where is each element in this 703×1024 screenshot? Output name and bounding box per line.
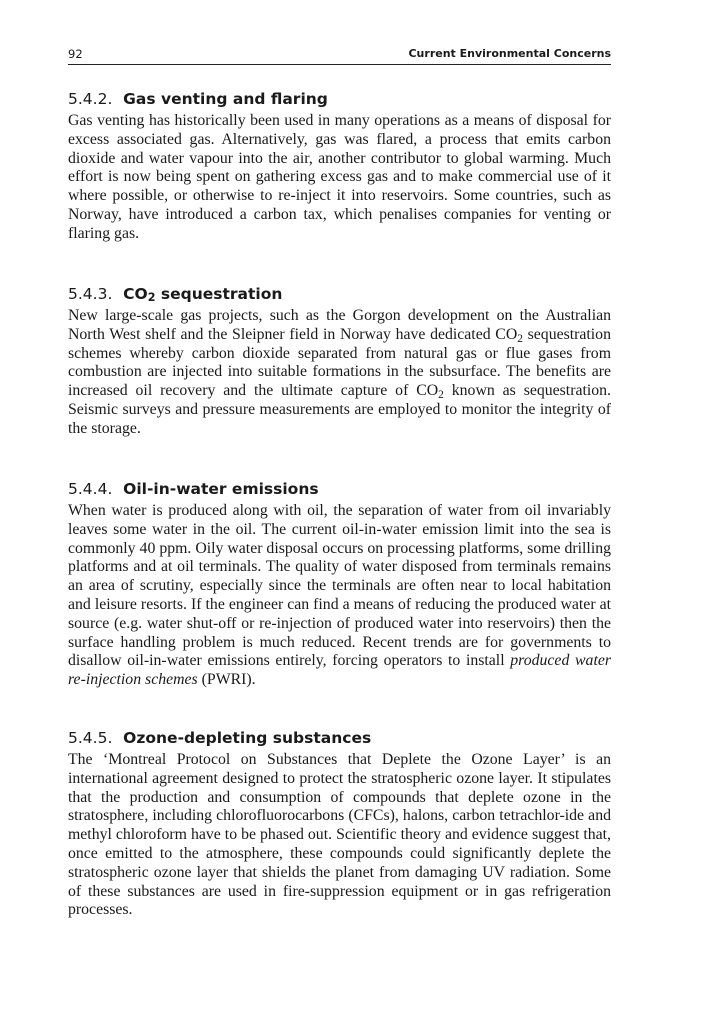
section-heading xyxy=(68,285,611,303)
section-co2-sequestration xyxy=(68,285,611,439)
section-title: Oil-in-water emissions xyxy=(123,480,319,498)
section-body: Gas venting has historically been used in many operations as a means of disposal for excess associated gas. Alternatively, gas was flared, a process that emits carbon dioxide and water vapour into the air, another contributor to global warming. Much effort is now being spent on gathering excess gas and to make commercial use of it where possible, or otherwise to re-inject it into reservoirs. Some countries, such as Norway, have introduced a carbon tax, which penalises companies for venting or flaring gas. xyxy=(68,112,611,242)
section-title: Ozone-depleting substances xyxy=(123,729,372,747)
section-title-rest: sequestration xyxy=(155,285,283,303)
section-oil-in-water xyxy=(68,480,611,690)
body-part-2: sequestration schemes whereby carbon dioxide separated from natural gas or flue gases from combustion are injected into suitable formations in the subsurface. The benefits are increased oil recovery and the ultimate capture of CO xyxy=(68,325,611,400)
body-part-1: New large-scale gas projects, such as the Gorgon development on the Australian North West shelf and the Sleipner field in Norway have dedicated CO xyxy=(68,307,611,343)
body-italic-term: produced water re-injection schemes xyxy=(68,652,611,689)
section-number: 5.4.5. xyxy=(68,729,113,747)
section-title-main: CO xyxy=(123,285,148,303)
section-heading xyxy=(68,729,611,747)
section-number: 5.4.4. xyxy=(68,480,113,498)
body-part-1: When water is produced along with oil, the separation of water from oil invariably leaves some water in the oil. The current oil-in-water emission limit into the sea is commonly 40 ppm. Oily water disposal occurs on processing platforms, some drilling platforms and at oil terminals. The quality of water disposed from terminals remains an area of scrutiny, especially since the terminals are often near to local habitation and leisure resorts. If the engineer can find a means of reducing the produced water at source (e.g. water shut-off or re-injection of produced water into reservoirs) then the surface handling problem is much reduced. Recent trends are for governments to disallow oil-in-water emissions entirely, forcing operators to install xyxy=(68,502,611,670)
section-heading xyxy=(68,90,611,108)
section-gas-venting xyxy=(68,90,611,244)
body-part-2: (PWRI). xyxy=(197,671,256,689)
section-heading xyxy=(68,480,611,498)
body-subscript-2: 2 xyxy=(438,389,444,402)
section-number: 5.4.2. xyxy=(68,90,113,108)
page-number: 92 xyxy=(68,47,83,61)
section-number: 5.4.3. xyxy=(68,285,113,303)
section-body: The ‘Montreal Protocol on Substances that Deplete the Ozone Layer’ is an international agreement designed to protect the stratospheric ozone layer. It stipulates that the production and consumption of compounds that deplete ozone in the stratosphere, including chlorofluorocarbons (CFCs), halons, carbon tetrachlor-ide and methyl chloroform have to be phased out. Scientific theory and evidence suggest that, once emitted to the atmosphere, these compounds could significantly deplete the stratospheric ozone layer that shields the planet from damaging UV radiation. Some of these substances are used in fire-suppression equipment or in gas refrigeration processes. xyxy=(68,751,611,919)
running-head: Current Environmental Concerns xyxy=(408,47,611,60)
section-title: Gas venting and flaring xyxy=(123,90,328,108)
section-title-subscript: 2 xyxy=(147,291,156,305)
body-part-3: known as sequestration. Seismic surveys and pressure measurements are employed to monitor the integrity of the storage. xyxy=(68,382,611,437)
section-ozone-depleting xyxy=(68,729,611,920)
section-body xyxy=(68,502,611,690)
body-subscript-1: 2 xyxy=(517,332,523,345)
section-body xyxy=(68,307,611,439)
page-header xyxy=(68,44,611,65)
